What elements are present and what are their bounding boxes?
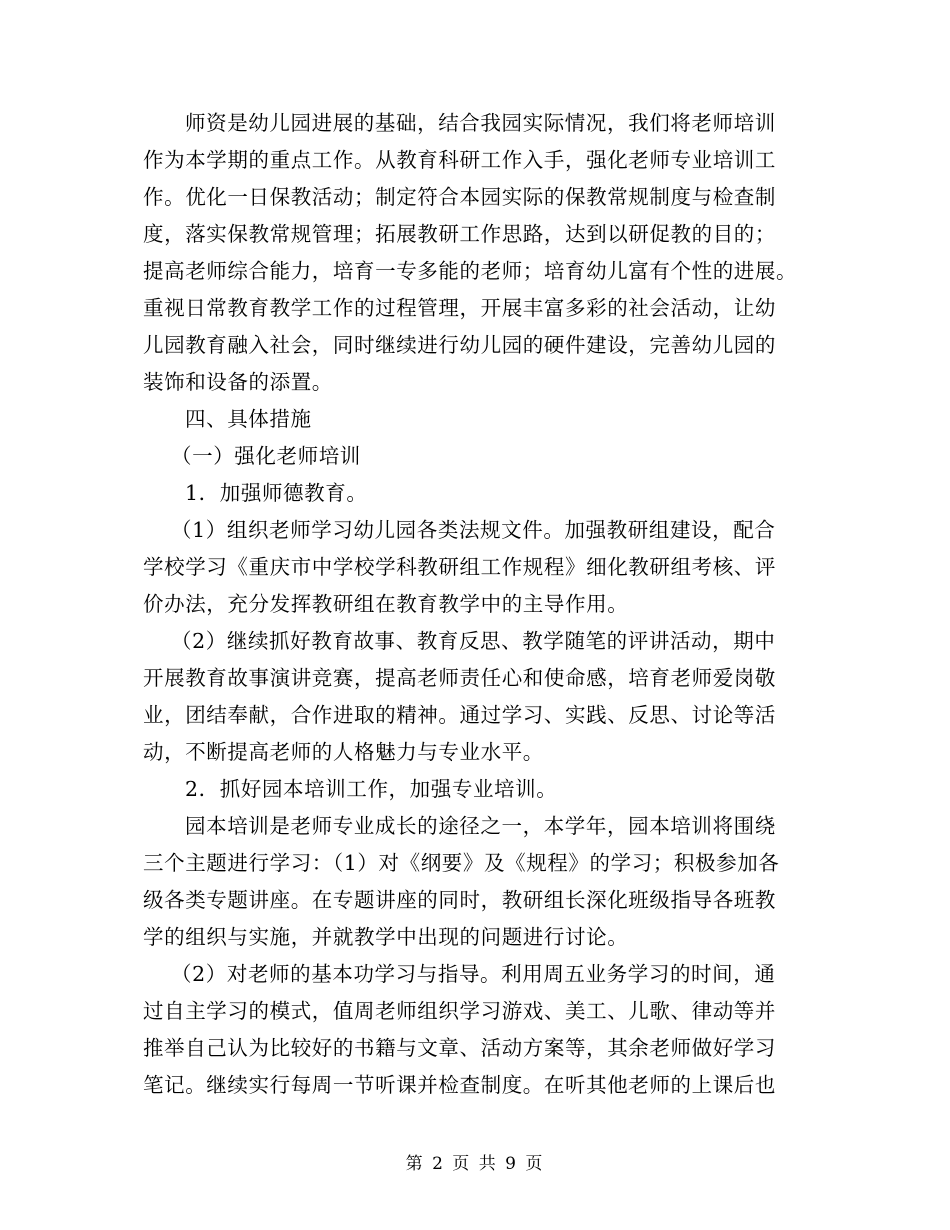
text-line: 儿园教育融入社会，同时继续进行幼儿园的硬件建设，完善幼儿园的 (143, 333, 776, 357)
text-line: 学的组织与实施，并就教学中出现的问题进行讨论。 (143, 925, 629, 949)
text-line: 2．抓好园本培训工作，加强专业培训。 (185, 777, 558, 801)
text-line: 业，团结奉献，合作进取的精神。通过学习、实践、反思、讨论等活 (143, 703, 776, 727)
page-footer: 第 2 页 共 9 页 (405, 1154, 545, 1174)
text-line: 笔记。继续实行每周一节听课并检查制度。在听其他老师的上课后也 (143, 1073, 776, 1097)
text-line: 度，落实保教常规管理；拓展教研工作思路，达到以研促教的目的； (143, 222, 776, 246)
text-line: （2）继续抓好教育故事、教育反思、教学随笔的评讲活动，期中 (171, 629, 776, 653)
text-line: 过自主学习的模式，值周老师组织学习游戏、美工、儿歌、律动等并 (143, 999, 776, 1023)
text-line: （2）对老师的基本功学习与指导。利用周五业务学习的时间，通 (171, 962, 776, 986)
text-line: 动，不断提高老师的人格魅力与专业水平。 (143, 740, 544, 764)
text-line: 级各类专题讲座。在专题讲座的同时，教研组长深化班级指导各班教 (143, 888, 776, 912)
text-line: 三个主题进行学习：（1）对《纲要》及《规程》的学习；积极参加各 (143, 851, 780, 875)
text-line: 园本培训是老师专业成长的途径之一，本学年，园本培训将围绕 (185, 814, 776, 838)
text-line: 开展教育故事演讲竞赛，提高老师责任心和使命感，培育老师爱岗敬 (143, 666, 776, 690)
text-line: 重视日常教育教学工作的过程管理，开展丰富多彩的社会活动，让幼 (143, 296, 776, 320)
text-line: 师资是幼儿园进展的基础，结合我园实际情况，我们将老师培训 (185, 111, 776, 135)
text-line: 1．加强师德教育。 (185, 481, 368, 505)
text-line: 学校学习《重庆市中学校学科教研组工作规程》细化教研组考核、评 (143, 555, 776, 579)
text-line: 价办法，充分发挥教研组在教育教学中的主导作用。 (143, 592, 629, 616)
text-line: 推举自己认为比较好的书籍与文章、活动方案等，其余老师做好学习 (143, 1036, 776, 1060)
text-line: 提高老师综合能力，培育一专多能的老师；培育幼儿富有个性的进展。 (143, 259, 798, 283)
text-line: （一）强化老师培训 (171, 444, 361, 468)
text-line: 四、具体措施 (185, 407, 312, 431)
text-line: 作为本学期的重点工作。从教育科研工作入手，强化老师专业培训工 (143, 148, 776, 172)
text-line: 作。优化一日保教活动；制定符合本园实际的保教常规制度与检查制 (143, 185, 776, 209)
text-line: 装饰和设备的添置。 (143, 370, 333, 394)
text-line: （1）组织老师学习幼儿园各类法规文件。加强教研组建设，配合 (171, 518, 776, 542)
document-body (143, 105, 808, 1104)
